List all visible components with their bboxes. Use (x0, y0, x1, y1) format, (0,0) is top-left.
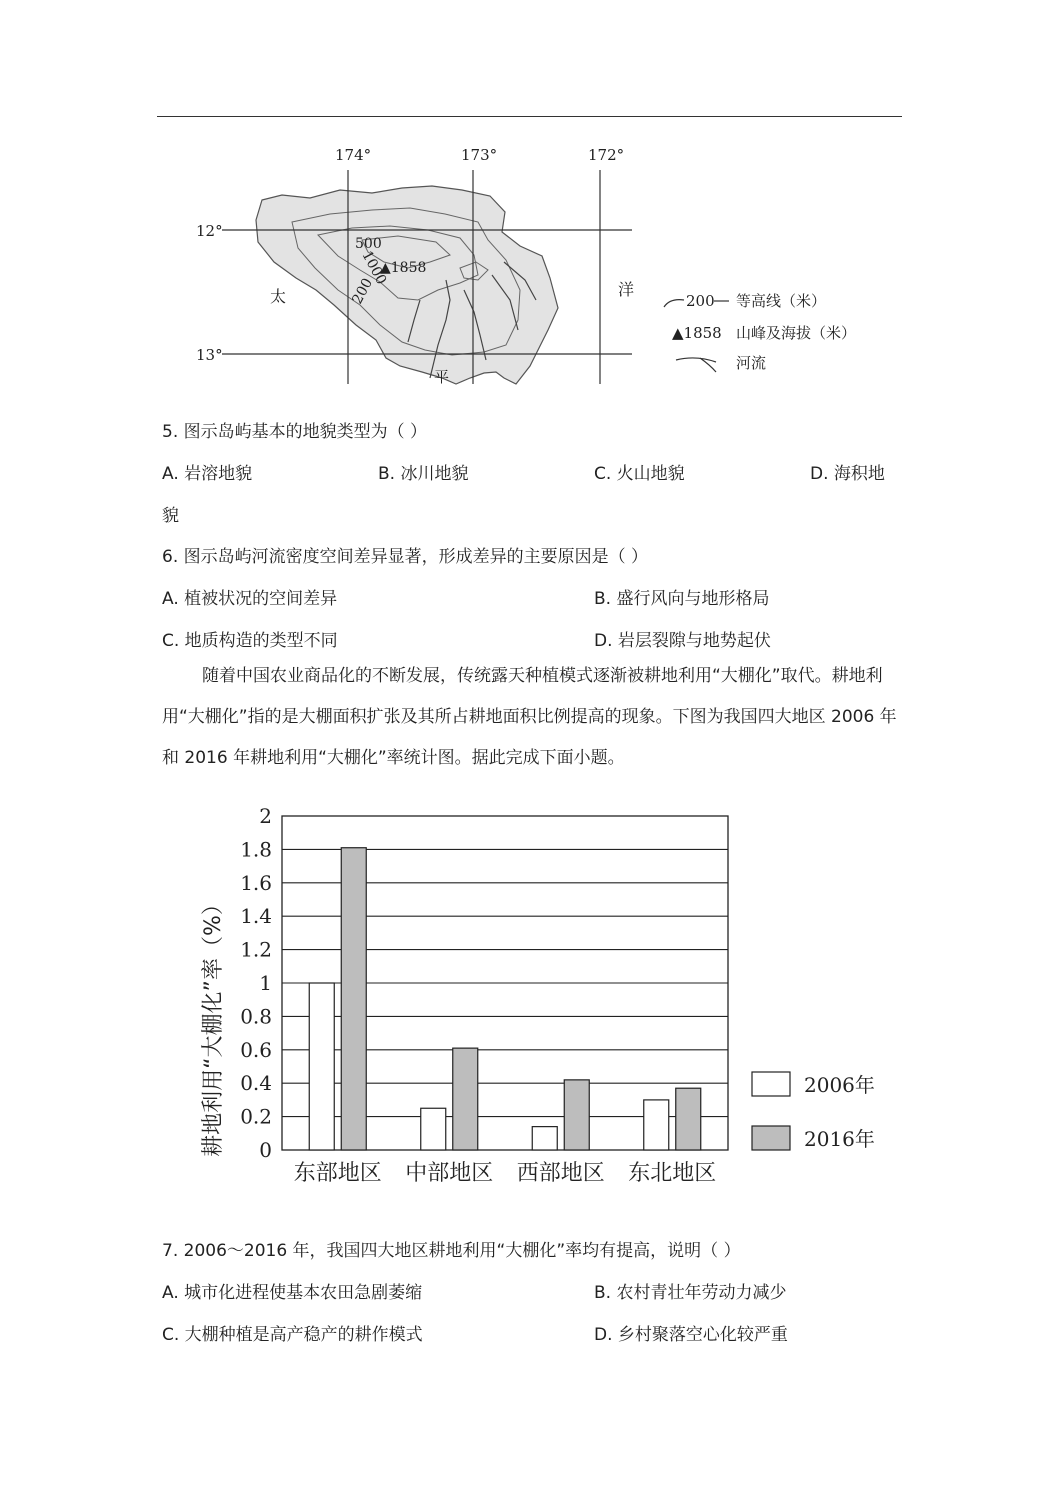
y-tick-label: 1.2 (240, 937, 272, 962)
legend-peak-text: 山峰及海拔（米） (736, 324, 857, 342)
bar-2016年-东北地区 (676, 1088, 701, 1150)
q7-option-c: C. 大棚种植是高产稳产的耕作模式 (162, 1325, 423, 1345)
legend-river-text: 河流 (736, 354, 767, 372)
legend-river-icon (676, 358, 716, 372)
q5-option-c: C. 火山地貌 (594, 464, 685, 484)
passage: 随着中国农业商品化的不断发展，传统露天种植模式逐渐被耕地利用“大棚化”取代。耕地利用“大棚化”指的是大棚面积扩张及其所占耕地面积比例提高的现象。下图为我国四大地区 2006 年和 2016 年耕地利用“大棚化”率统计图。据此完成下面小题。 (162, 666, 897, 768)
island-map (0, 0, 1058, 400)
q6-option-d: D. 岩层裂隙与地势起伏 (594, 631, 771, 651)
place-label-yang: 洋 (618, 280, 635, 299)
category-label: 中部地区 (405, 1161, 494, 1186)
lon-label-174: 174° (335, 146, 372, 164)
q6-stem: 6. 图示岛屿河流密度空间差异显著，形成差异的主要原因是（ ） (162, 547, 649, 567)
lon-label-173: 173° (461, 146, 498, 164)
y-tick-label: 2 (259, 804, 272, 828)
place-label-ping: 平 (434, 368, 450, 386)
y-tick-label: 1.6 (240, 870, 272, 895)
category-label: 东部地区 (293, 1161, 382, 1186)
y-tick-label: 0 (259, 1138, 272, 1162)
y-tick-label: 0.6 (240, 1037, 272, 1062)
q5-stem: 5. 图示岛屿基本的地貌类型为（ ） (162, 422, 428, 442)
y-tick-label: 1.8 (240, 837, 272, 862)
y-tick-label: 1 (259, 971, 272, 995)
category-label: 西部地区 (516, 1161, 605, 1186)
category-label: 东北地区 (628, 1161, 717, 1186)
peak-label: ▲1858 (380, 260, 427, 276)
place-label-tai: 太 (270, 287, 287, 306)
legend-swatch (752, 1126, 790, 1150)
y-tick-label: 1.4 (240, 904, 272, 929)
legend-label: 2006年 (804, 1073, 875, 1097)
bar-2006年-西部地区 (532, 1127, 557, 1150)
lon-label-172: 172° (588, 146, 625, 164)
contour-label-500: 500 (355, 236, 382, 252)
q6-option-a: A. 植被状况的空间差异 (162, 589, 338, 609)
legend-contour-text: 等高线（米） (736, 292, 827, 310)
q5-option-b: B. 冰川地貌 (378, 464, 469, 484)
bar-2016年-东部地区 (341, 848, 366, 1150)
q7-option-a: A. 城市化进程使基本农田急剧萎缩 (162, 1283, 423, 1303)
bar-chart (0, 790, 1058, 1210)
legend-swatch (752, 1072, 790, 1096)
lat-label-12: 12° (196, 222, 223, 240)
legend-contour-sample: 200 (686, 292, 715, 310)
q5-option-d-wrap: 貌 (162, 506, 179, 526)
legend-peak-sample: ▲1858 (672, 324, 722, 342)
q6-option-b: B. 盛行风向与地形格局 (594, 589, 770, 609)
y-tick-label: 0.8 (240, 1004, 272, 1029)
contour-label-200: 200 (349, 275, 377, 307)
bar-2006年-中部地区 (421, 1108, 446, 1150)
y-tick-label: 0.4 (240, 1071, 272, 1096)
bar-2006年-东部地区 (309, 983, 334, 1150)
q7-stem: 7. 2006～2016 年，我国四大地区耕地利用“大棚化”率均有提高，说明（ ） (162, 1241, 741, 1261)
lat-label-13: 13° (196, 346, 223, 364)
contour-label-1000: 1000 (358, 248, 390, 288)
bar-2016年-西部地区 (564, 1080, 589, 1150)
q7-option-d: D. 乡村聚落空心化较严重 (594, 1325, 788, 1345)
q7-option-b: B. 农村青壮年劳动力减少 (594, 1283, 787, 1303)
legend-contour-icon (664, 300, 684, 307)
q5-option-d: D. 海积地 (810, 464, 885, 484)
y-tick-label: 0.2 (240, 1104, 272, 1129)
q6-option-c: C. 地质构造的类型不同 (162, 631, 338, 651)
bar-2016年-中部地区 (453, 1048, 478, 1150)
q5-option-a: A. 岩溶地貌 (162, 464, 253, 484)
bar-2006年-东北地区 (644, 1100, 669, 1150)
y-axis-label: 耕地利用“大棚化”率（%） (201, 893, 226, 1157)
legend-label: 2016年 (804, 1127, 875, 1151)
